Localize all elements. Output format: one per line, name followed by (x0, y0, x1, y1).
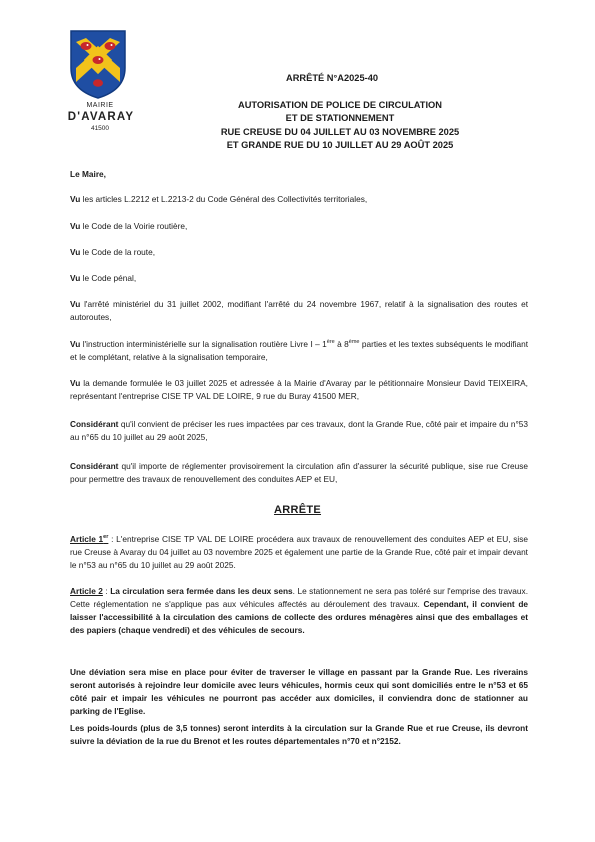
considerant-text: qu'il importe de réglementer provisoirement la circulation afin d'assurer la sécurité publique, sise rue Creuse pour permettre des travaux de renouvellement des conduites AEP et EU, (70, 461, 528, 484)
document-title (170, 99, 510, 152)
title-line: RUE CREUSE DU 04 JUILLET AU 03 NOVEMBRE 2025 (220, 126, 460, 137)
vu-text: l'instruction interministérielle sur la signalisation routière Livre I – 1 (82, 338, 327, 349)
vu-paragraph (70, 193, 528, 206)
arrete-number: ARRÊTÉ N°A2025-40 (286, 73, 379, 83)
postal-code: 41500 (90, 125, 110, 132)
vu-label: Vu (70, 299, 81, 309)
vu-text: le Code de la Voirie routière, (82, 221, 188, 231)
deviation-paragraph: Une déviation sera mise en place pour éviter de traverser le village en passant par la Grande Rue. Les riverains seront autorisés à rejoindre leur domicile avec leurs véhicules, hormis ceux qui sont domiciliés entre le n°53 et 65 côté pair et impair les véhicules ne pourront pas accéder aux domiciles, il conviendra donc de stationner au parking de l'Eglise. (70, 667, 528, 716)
vu-paragraph (70, 377, 528, 403)
coat-of-arms-icon (68, 28, 128, 100)
considerant-label: Considérant (70, 461, 119, 471)
vu-text: le Code pénal, (82, 273, 137, 283)
vu-paragraph (70, 272, 528, 285)
vu-text: le Code de la route, (82, 247, 156, 257)
vu-label: Vu (70, 338, 81, 349)
vu-paragraph (70, 336, 528, 364)
title-line: AUTORISATION DE POLICE DE CIRCULATION (237, 100, 443, 110)
arrete-heading: ARRÊTE (273, 504, 322, 516)
considerant-label: Considérant (70, 419, 119, 429)
vu-label: Vu (70, 194, 81, 204)
article-label: Article 2 (70, 586, 103, 596)
le-maire: Le Maire, (70, 169, 106, 179)
vu-label: Vu (70, 221, 81, 231)
superscript: ème (348, 339, 360, 345)
vu-text: à 8 (334, 338, 349, 349)
vu-text: la demande formulée le 03 juillet 2025 et adressée à la Mairie d'Avaray par le pétitionnaire Monsieur David TEIXEIRA, représentant l'entreprise CISE TP VAL DE LOIRE, 9 rue du Buray 41500 MER, (70, 378, 528, 401)
vu-paragraph (70, 246, 528, 259)
vu-text: l'arrêté ministériel du 31 juillet 2002, modifiant l'arrêté du 24 novembre 1967, relatif à la signalisation des routes et autoroutes, (70, 299, 529, 322)
vu-paragraph (70, 220, 528, 233)
article-bold-text: Cependant, il convient de laisser l'accessibilité à la circulation des camions de collecte des ordures ménagères ainsi que des emballages et des papiers (chaque vendredi) et des véhicules de secours. (70, 599, 529, 635)
vu-text: parties et les textes subséquents le modifiant et le complétant, relative à la signalisation temporaire, (70, 338, 528, 362)
article-1: Article 1er : L'entreprise CISE TP VAL DE LOIRE procédera aux travaux de renouvellement des conduites AEP et EU, sise rue Creuse à Avaray du 04 juillet au 03 novembre 2025 et également une partie de la Grande Rue, côté pair et impair devant le n°53 au n°65 du 10 juillet au 29 août 2025. (70, 533, 528, 570)
article-bold-text: La circulation sera fermée dans les deux sens (110, 586, 293, 596)
considerant-paragraph (70, 418, 528, 444)
considerant-text: qu'il convient de préciser les rues impactées par ces travaux, dont la Grande Rue, côté pair et impaire du n°53 au n°65 du 10 juillet au 29 août 2025, (70, 419, 528, 442)
vu-label: Vu (70, 378, 81, 388)
article-2: Article 2 : La circulation sera fermée dans les deux sens. Le stationnement ne sera pas toléré sur l'emprise des travaux. Cette réglementation ne s'applique pas aux véhicules affectés au déroulement des travaux. Cependant, il convient de laisser l'accessibilité à la circulation des camions de collecte des ordures ménagères ainsi que des emballages et des papiers (chaque vendredi) et des véhicules de secours. (70, 586, 529, 635)
superscript: ère (326, 339, 335, 345)
mairie-label: MAIRIE (86, 102, 114, 109)
article-label: Article 1er (70, 533, 109, 544)
considerant-paragraph (70, 460, 528, 486)
article-text: . Le stationnement ne sera pas toléré sur l'emprise des travaux. Cette réglementation ne s'applique pas aux véhicules affectés au déroulement des travaux. (70, 586, 528, 609)
vu-label: Vu (70, 247, 81, 257)
vu-label: Vu (70, 273, 81, 283)
vu-paragraph (70, 298, 528, 324)
title-line: ET DE STATIONNEMENT (285, 113, 395, 124)
article-text: L'entreprise CISE TP VAL DE LOIRE procédera aux travaux de renouvellement des conduites AEP et EU, sise rue Creuse à Avaray du 04 juillet au 03 novembre 2025 et également une partie de la Grande Rue, côté pair et impair devant le n°53 au n°65 du 10 juillet au 29 août 2025. (70, 533, 528, 570)
commune-name: D'AVARAY (67, 111, 135, 123)
vu-text: les articles L.2212 et L.2213-2 du Code Général des Collectivités territoriales, (82, 194, 368, 204)
title-line: ET GRANDE RUE DU 10 JUILLET AU 29 AOÛT 2025 (226, 139, 454, 150)
poids-lourds-paragraph: Les poids-lourds (plus de 3,5 tonnes) seront interdits à la circulation sur la Grande Rue et rue Creuse, ils devront suivre la déviation de la rue du Brenot et les routes départementales n°70 et n°2152. (70, 723, 528, 746)
